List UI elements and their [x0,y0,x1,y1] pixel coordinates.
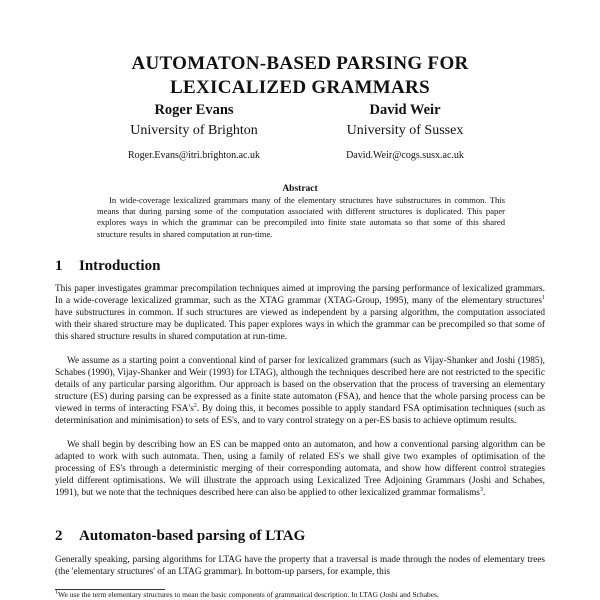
section-title: Introduction [79,258,161,274]
section-heading-automaton-parsing [55,527,305,545]
footnote-marker: 1 [542,295,545,301]
author-block-2 [305,101,505,163]
intro-paragraph-1: This paper investigates grammar precompilation techniques aimed at improving the parsing performance of lexicalized grammars. In a wide-coverage lexicalized grammar, such as the XTAG grammar (XTAG-Group, 1995), many of the elementary structures$^1$ have substructures in common. If such structures are viewed as independent by a parsing algorithm, the computation associated with their shared structure may be duplicated. This paper explores ways in which the grammar can be precompiled so that some of this shared structure results in shared computation at run-time. [55,284,545,343]
footnote-1: $^1$We use the term elementary structures to mean the basic components of grammatical description. In LTAG (Joshi and Schabes, [55,590,439,599]
author-block-1 [94,101,294,163]
section-number: 1 [55,258,63,274]
author-name: David Weir [369,102,441,118]
author-email: David.Weir@cogs.susx.ac.uk [346,150,464,161]
section-title: Automaton-based parsing of LTAG [79,528,306,544]
abstract-text: In wide-coverage lexicalized grammars many of the elementary structures have substructures in common. This means that during parsing some of the computation associated with different structures is duplicated. This paper explores ways in which the grammar can be precompiled into finite state automata so that some of this shared structure results in shared computation at run-time. [97,195,505,239]
intro-paragraph-2: We assume as a starting point a conventional kind of parser for lexicalized grammars (such as Vijay-Shanker and Joshi (1985), Schabes (1990), Vijay-Shanker and Weir (1993) for LTAG), although the techniques described here are not restricted to the specific details of any particular parsing algorithm. Our approach is based on the observation that the process of traversing an elementary structure (ES) during parsing can be expressed as a finite state automaton (FSA), and hence that the whole parsing process can be viewed in terms of interacting $FSA's^2$. By doing this, it becomes possible to apply standard FSA optimisation techniques (such as determinisation and minimisation) to sets of ES's, and to vary control strategy on a per-ES basis to achieve optimum results. [55,356,546,427]
abstract-heading: Abstract [282,184,318,194]
footnote-marker: 1 [55,590,58,596]
section-2-paragraph-1: Generally speaking, parsing algorithms for LTAG have the property that a traversal is made through the nodes of elementary trees (the 'elementary structures' of an LTAG grammar). In bottom-up parsers, for example, this [55,555,545,578]
footnote-marker: 2 [193,403,197,410]
author-affiliation: University of Sussex [346,123,464,138]
intro-paragraph-3: We shall begin by describing how an ES can be mapped onto an automaton, and how a conventional parsing algorithm can be adapted to work with such automata. Then, using a family of related ES's we shall give two examples of optimisation of the processing of ES's through a deterministic merging of their corresponding automata, and show how different control strategies yield different optimisations. We will illustrate the approach using Lexicalized Tree Adjoining Grammars (Joshi and Schabes, 1991), but we note that the techniques described here can also be applied to other lexicalized grammar formalisms$^3$. [55,440,545,499]
section-number: 2 [55,528,63,544]
author-name: Roger Evans [154,102,234,118]
paper-title-line-2: LEXICALIZED GRAMMARS [170,77,430,98]
footnote-marker: 3 [479,487,483,494]
author-email: Roger.Evans@itri.brighton.ac.uk [128,150,260,161]
author-affiliation: University of Brighton [130,123,258,138]
paper-title-line-1: AUTOMATON-BASED PARSING FOR [131,53,469,74]
section-heading-introduction [55,257,160,275]
